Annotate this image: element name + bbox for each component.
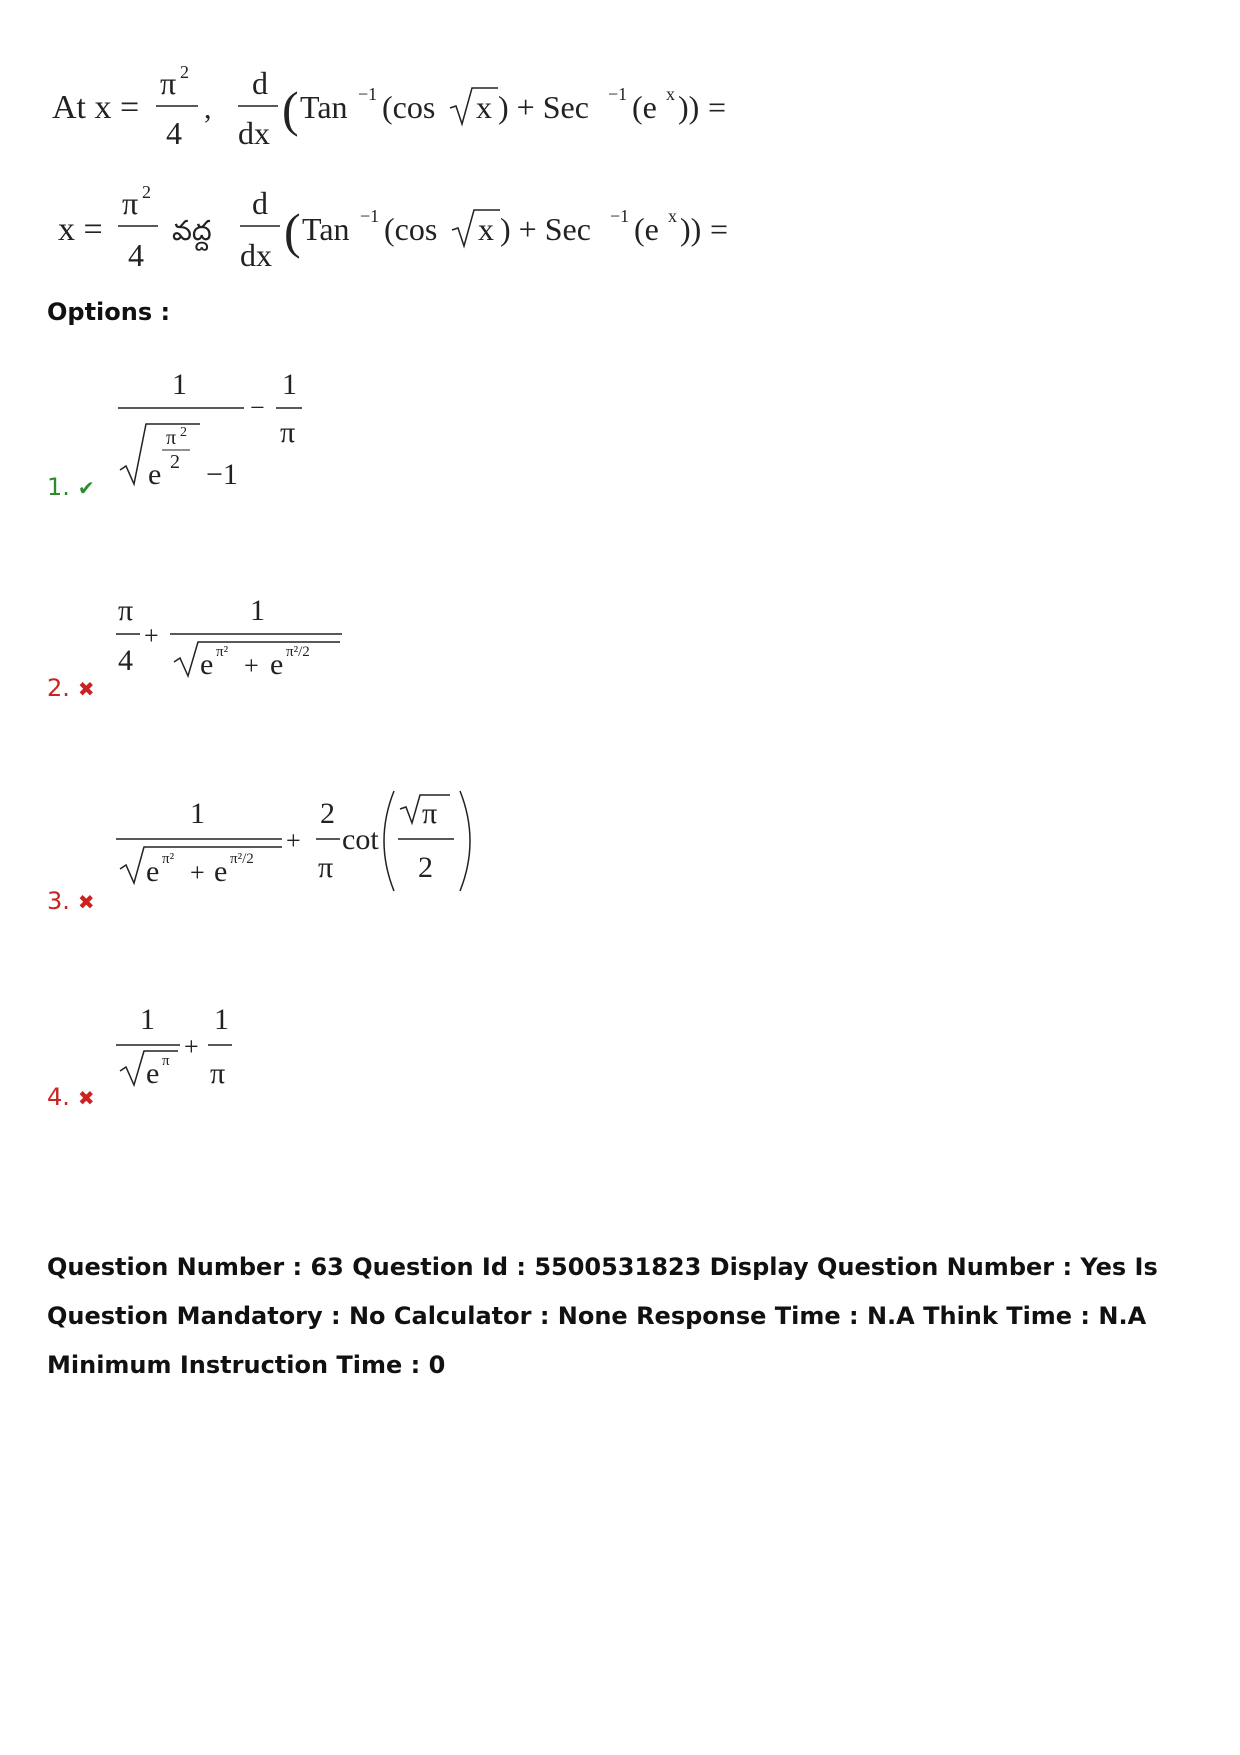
opt2-pi: π <box>118 594 134 627</box>
svg-text:,: , <box>204 92 212 125</box>
expr-mid: ) + Sec <box>498 89 589 125</box>
opt2-exp1: π² <box>216 644 229 660</box>
deriv-denominator: dx <box>238 115 270 151</box>
deriv-numerator-te: d <box>252 185 268 221</box>
opt4-num: 1 <box>140 1003 155 1036</box>
opt4-plus: + <box>184 1032 199 1061</box>
question-telugu <box>48 180 728 280</box>
deriv-den-te: dx <box>240 237 272 273</box>
option-2-number: 2. <box>47 674 70 702</box>
expr-inv: −1 <box>358 84 378 104</box>
cross-icon: ✖ <box>77 677 95 701</box>
option-3-number: 3. <box>47 887 70 915</box>
expr-end: )) <box>678 89 700 125</box>
opt2-plus2: + <box>244 651 259 680</box>
option-4[interactable] <box>47 1083 95 1111</box>
svg-text:(: ( <box>282 81 299 137</box>
opt3-num: 1 <box>190 797 205 830</box>
opt1-minus-one: −1 <box>206 458 238 491</box>
opt1-exp-den: 2 <box>170 451 180 473</box>
x-value-numerator-te: π <box>122 185 139 221</box>
expr-cos-te: (cos <box>384 211 438 247</box>
opt2-exp2: π²/2 <box>286 644 310 660</box>
deriv-numerator: d <box>252 65 268 101</box>
opt3-exp1: π² <box>162 851 175 867</box>
option-3-formula <box>110 785 490 900</box>
expr-inv-2: −1 <box>608 84 628 104</box>
opt3-pi: π <box>318 851 334 884</box>
opt3-e2: e <box>214 855 228 888</box>
expr-ex-te: x <box>668 206 677 226</box>
x-value-den-te: 4 <box>128 237 144 273</box>
opt1-e: e <box>148 458 162 491</box>
opt1-num: 1 <box>172 368 187 401</box>
opt3-two2: 2 <box>418 851 433 884</box>
opt1-den2: π <box>280 416 296 449</box>
opt3-cot: cot <box>342 823 379 856</box>
opt3-two: 2 <box>320 797 335 830</box>
expr-inv-te-2: −1 <box>610 206 630 226</box>
opt1-minus: − <box>250 393 265 422</box>
x-value-sup: 2 <box>180 62 189 82</box>
svg-text:(: ( <box>284 203 301 259</box>
expr-tan: Tan <box>300 89 348 125</box>
opt4-exp: π <box>162 1053 170 1069</box>
expr-e-te: (e <box>634 211 659 247</box>
opt3-plus: + <box>190 858 205 887</box>
option-3[interactable] <box>47 887 95 915</box>
option-1[interactable] <box>47 473 95 501</box>
question-english <box>48 60 728 160</box>
option-1-number: 1. <box>47 473 70 501</box>
options-heading: Options : <box>47 298 171 326</box>
cross-icon: ✖ <box>77 890 95 914</box>
cross-icon: ✖ <box>77 1086 95 1110</box>
expr-mid-te: ) + Sec <box>500 211 591 247</box>
option-1-formula <box>110 360 330 500</box>
opt3-plus2: + <box>286 826 301 855</box>
expr-end-te: )) <box>680 211 702 247</box>
opt2-plus: + <box>144 621 159 650</box>
telugu-at: వద్ద <box>172 214 212 247</box>
opt1-num2: 1 <box>282 368 297 401</box>
expr-tan-te: Tan <box>302 211 350 247</box>
option-2-formula <box>110 590 360 690</box>
expr-equals: = <box>708 89 727 125</box>
expr-ex: x <box>666 84 675 104</box>
expr-x: x <box>476 89 492 125</box>
x-value-denominator: 4 <box>166 115 182 151</box>
option-4-formula <box>110 995 260 1095</box>
opt4-e: e <box>146 1057 160 1090</box>
opt1-exp-pi: π <box>166 427 177 449</box>
x-value-sup-te: 2 <box>142 182 151 202</box>
expr-cos: (cos <box>382 89 436 125</box>
opt1-exp-sup: 2 <box>180 425 187 440</box>
expr-inv-te: −1 <box>360 206 380 226</box>
opt3-sqrt-pi: π <box>422 797 438 830</box>
option-2[interactable] <box>47 674 95 702</box>
opt4-num2: 1 <box>214 1003 229 1036</box>
opt2-e2: e <box>270 648 284 681</box>
expr-equals-te: = <box>710 211 728 247</box>
question-telugu-prefix: x = <box>58 211 103 248</box>
option-4-number: 4. <box>47 1083 70 1111</box>
expr-e: (e <box>632 89 657 125</box>
expr-x-te: x <box>478 211 494 247</box>
question-prefix: At x = <box>52 89 140 126</box>
opt2-e1: e <box>200 648 214 681</box>
opt3-exp2: π²/2 <box>230 851 254 867</box>
x-value-numerator: π <box>160 65 177 101</box>
opt3-e1: e <box>146 855 160 888</box>
opt2-num: 1 <box>250 594 265 627</box>
question-metadata: Question Number : 63 Question Id : 5500531823 Display Question Number : Yes Is Question Mandatory : No Calculator : None Response Time : N.A Think Time : N.A Minimum Instruction Time : 0 <box>47 1253 1158 1379</box>
check-icon: ✔ <box>77 476 95 500</box>
opt4-den2: π <box>210 1057 226 1090</box>
opt2-four: 4 <box>118 644 133 677</box>
